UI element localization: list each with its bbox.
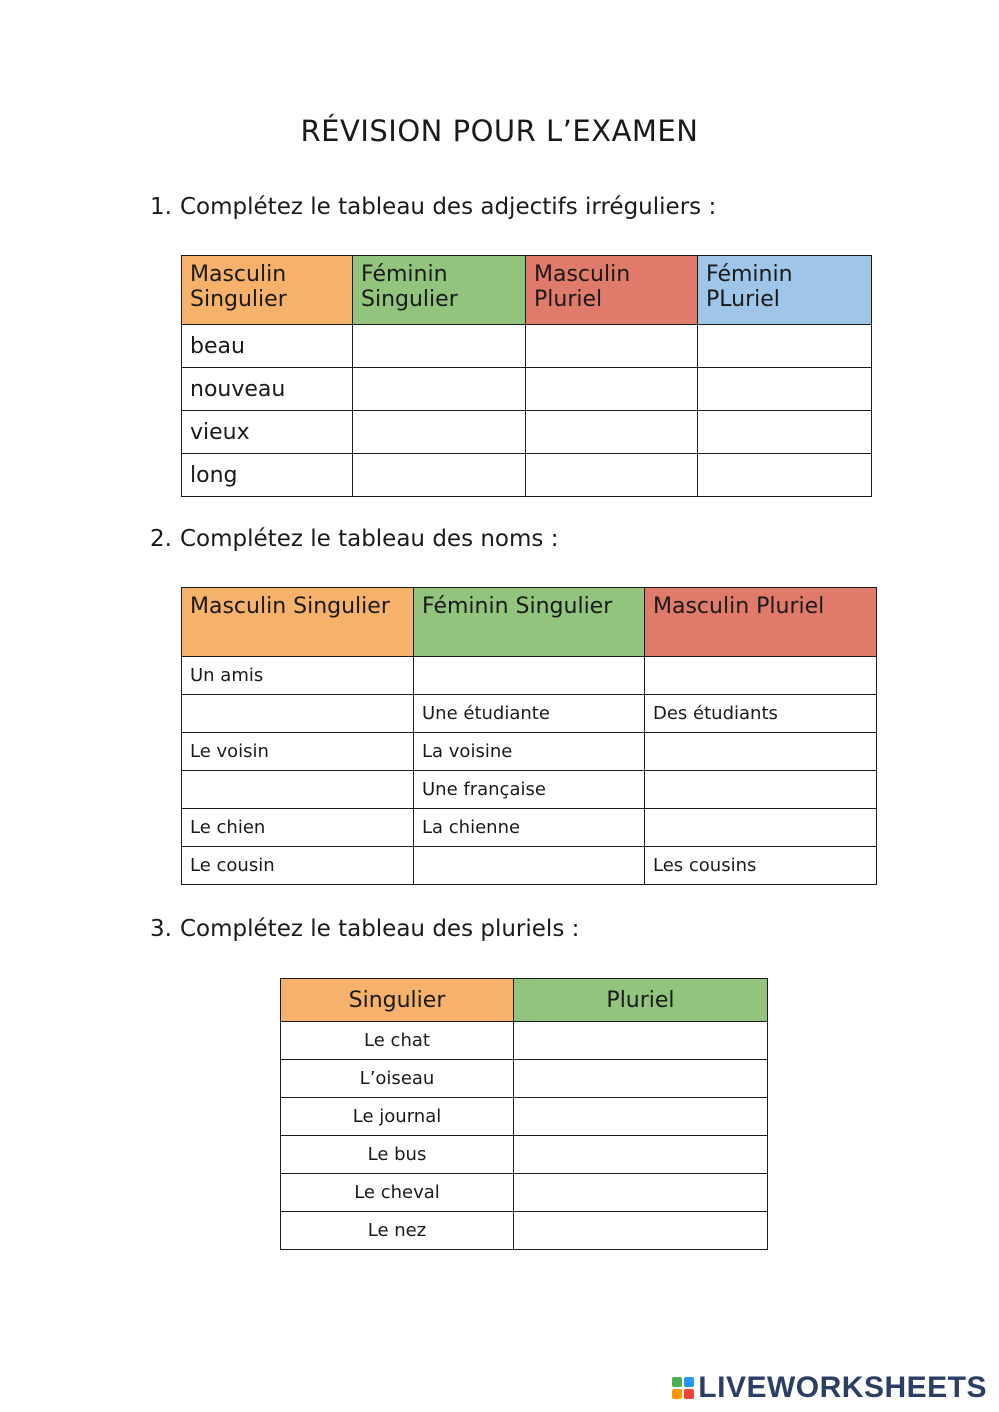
answer-cell[interactable] [698, 454, 872, 497]
answer-cell[interactable] [645, 657, 877, 695]
given-word: Le bus [281, 1136, 514, 1174]
header-masculin-singulier: Masculin Singulier [182, 256, 353, 325]
answer-cell[interactable] [526, 368, 698, 411]
answer-cell[interactable] [514, 1174, 768, 1212]
table-row [281, 1212, 768, 1250]
header-singulier: Singulier [281, 979, 514, 1022]
table-row [182, 771, 877, 809]
answer-cell[interactable] [526, 454, 698, 497]
header-feminin-singulier: Féminin Singulier [414, 588, 645, 657]
answer-cell[interactable] [526, 411, 698, 454]
question-1 [150, 194, 716, 220]
header-pluriel: Pluriel [514, 979, 768, 1022]
answer-cell[interactable] [514, 1060, 768, 1098]
answer-cell[interactable] [353, 325, 526, 368]
plurals-table [280, 978, 768, 1250]
brand-name: LIVEWORKSHEETS [698, 1371, 987, 1404]
header-masculin-pluriel: Masculin Pluriel [645, 588, 877, 657]
nouns-table [181, 587, 877, 885]
header-feminin-pluriel: Féminin PLuriel [698, 256, 872, 325]
adjectives-table [181, 255, 872, 497]
header-masculin-singulier: Masculin Singulier [182, 588, 414, 657]
page-title: RÉVISION POUR L’EXAMEN [300, 114, 699, 148]
table-row [182, 695, 877, 733]
given-word: Le chat [281, 1022, 514, 1060]
answer-cell[interactable] [514, 1098, 768, 1136]
answer-cell[interactable] [414, 657, 645, 695]
question-instruction: Complétez le tableau des pluriels : [180, 916, 580, 942]
answer-cell[interactable] [514, 1136, 768, 1174]
question-3 [150, 916, 579, 942]
answer-cell[interactable] [645, 733, 877, 771]
answer-cell[interactable] [353, 454, 526, 497]
given-word: Un amis [182, 657, 414, 695]
given-word: La voisine [414, 733, 645, 771]
question-number: 1. [150, 194, 172, 220]
table-row [182, 325, 872, 368]
footer-brand[interactable] [672, 1371, 987, 1405]
given-word: Une française [414, 771, 645, 809]
answer-cell[interactable] [698, 325, 872, 368]
question-number: 3. [150, 916, 172, 942]
answer-cell[interactable] [526, 325, 698, 368]
answer-cell[interactable] [182, 771, 414, 809]
table-row [182, 657, 877, 695]
table-row [182, 411, 872, 454]
given-word: Le voisin [182, 733, 414, 771]
answer-cell[interactable] [353, 368, 526, 411]
given-word: Des étudiants [645, 695, 877, 733]
answer-cell[interactable] [698, 411, 872, 454]
header-feminin-singulier: Féminin Singulier [353, 256, 526, 325]
table-row [281, 1136, 768, 1174]
given-word: Une étudiante [414, 695, 645, 733]
answer-cell[interactable] [514, 1212, 768, 1250]
given-word: vieux [182, 411, 353, 454]
given-word: long [182, 454, 353, 497]
answer-cell[interactable] [514, 1022, 768, 1060]
question-number: 2. [150, 526, 172, 552]
given-word: Le cheval [281, 1174, 514, 1212]
table-row [281, 1098, 768, 1136]
answer-cell[interactable] [698, 368, 872, 411]
given-word: Le nez [281, 1212, 514, 1250]
given-word: L’oiseau [281, 1060, 514, 1098]
question-instruction: Complétez le tableau des noms : [180, 526, 559, 552]
answer-cell[interactable] [645, 771, 877, 809]
answer-cell[interactable] [353, 411, 526, 454]
table-row [281, 1022, 768, 1060]
table-row [182, 733, 877, 771]
given-word: La chienne [414, 809, 645, 847]
table-row [182, 368, 872, 411]
answer-cell[interactable] [182, 695, 414, 733]
question-instruction: Complétez le tableau des adjectifs irréguliers : [180, 194, 717, 220]
table-row [182, 454, 872, 497]
given-word: Le journal [281, 1098, 514, 1136]
given-word: Les cousins [645, 847, 877, 885]
table-row [182, 809, 877, 847]
table-row [281, 1060, 768, 1098]
given-word: Le cousin [182, 847, 414, 885]
given-word: Le chien [182, 809, 414, 847]
liveworksheets-logo-icon [672, 1377, 694, 1399]
answer-cell[interactable] [645, 809, 877, 847]
given-word: nouveau [182, 368, 353, 411]
given-word: beau [182, 325, 353, 368]
answer-cell[interactable] [414, 847, 645, 885]
table-row [182, 847, 877, 885]
header-masculin-pluriel: Masculin Pluriel [526, 256, 698, 325]
table-row [281, 1174, 768, 1212]
question-2 [150, 526, 558, 552]
